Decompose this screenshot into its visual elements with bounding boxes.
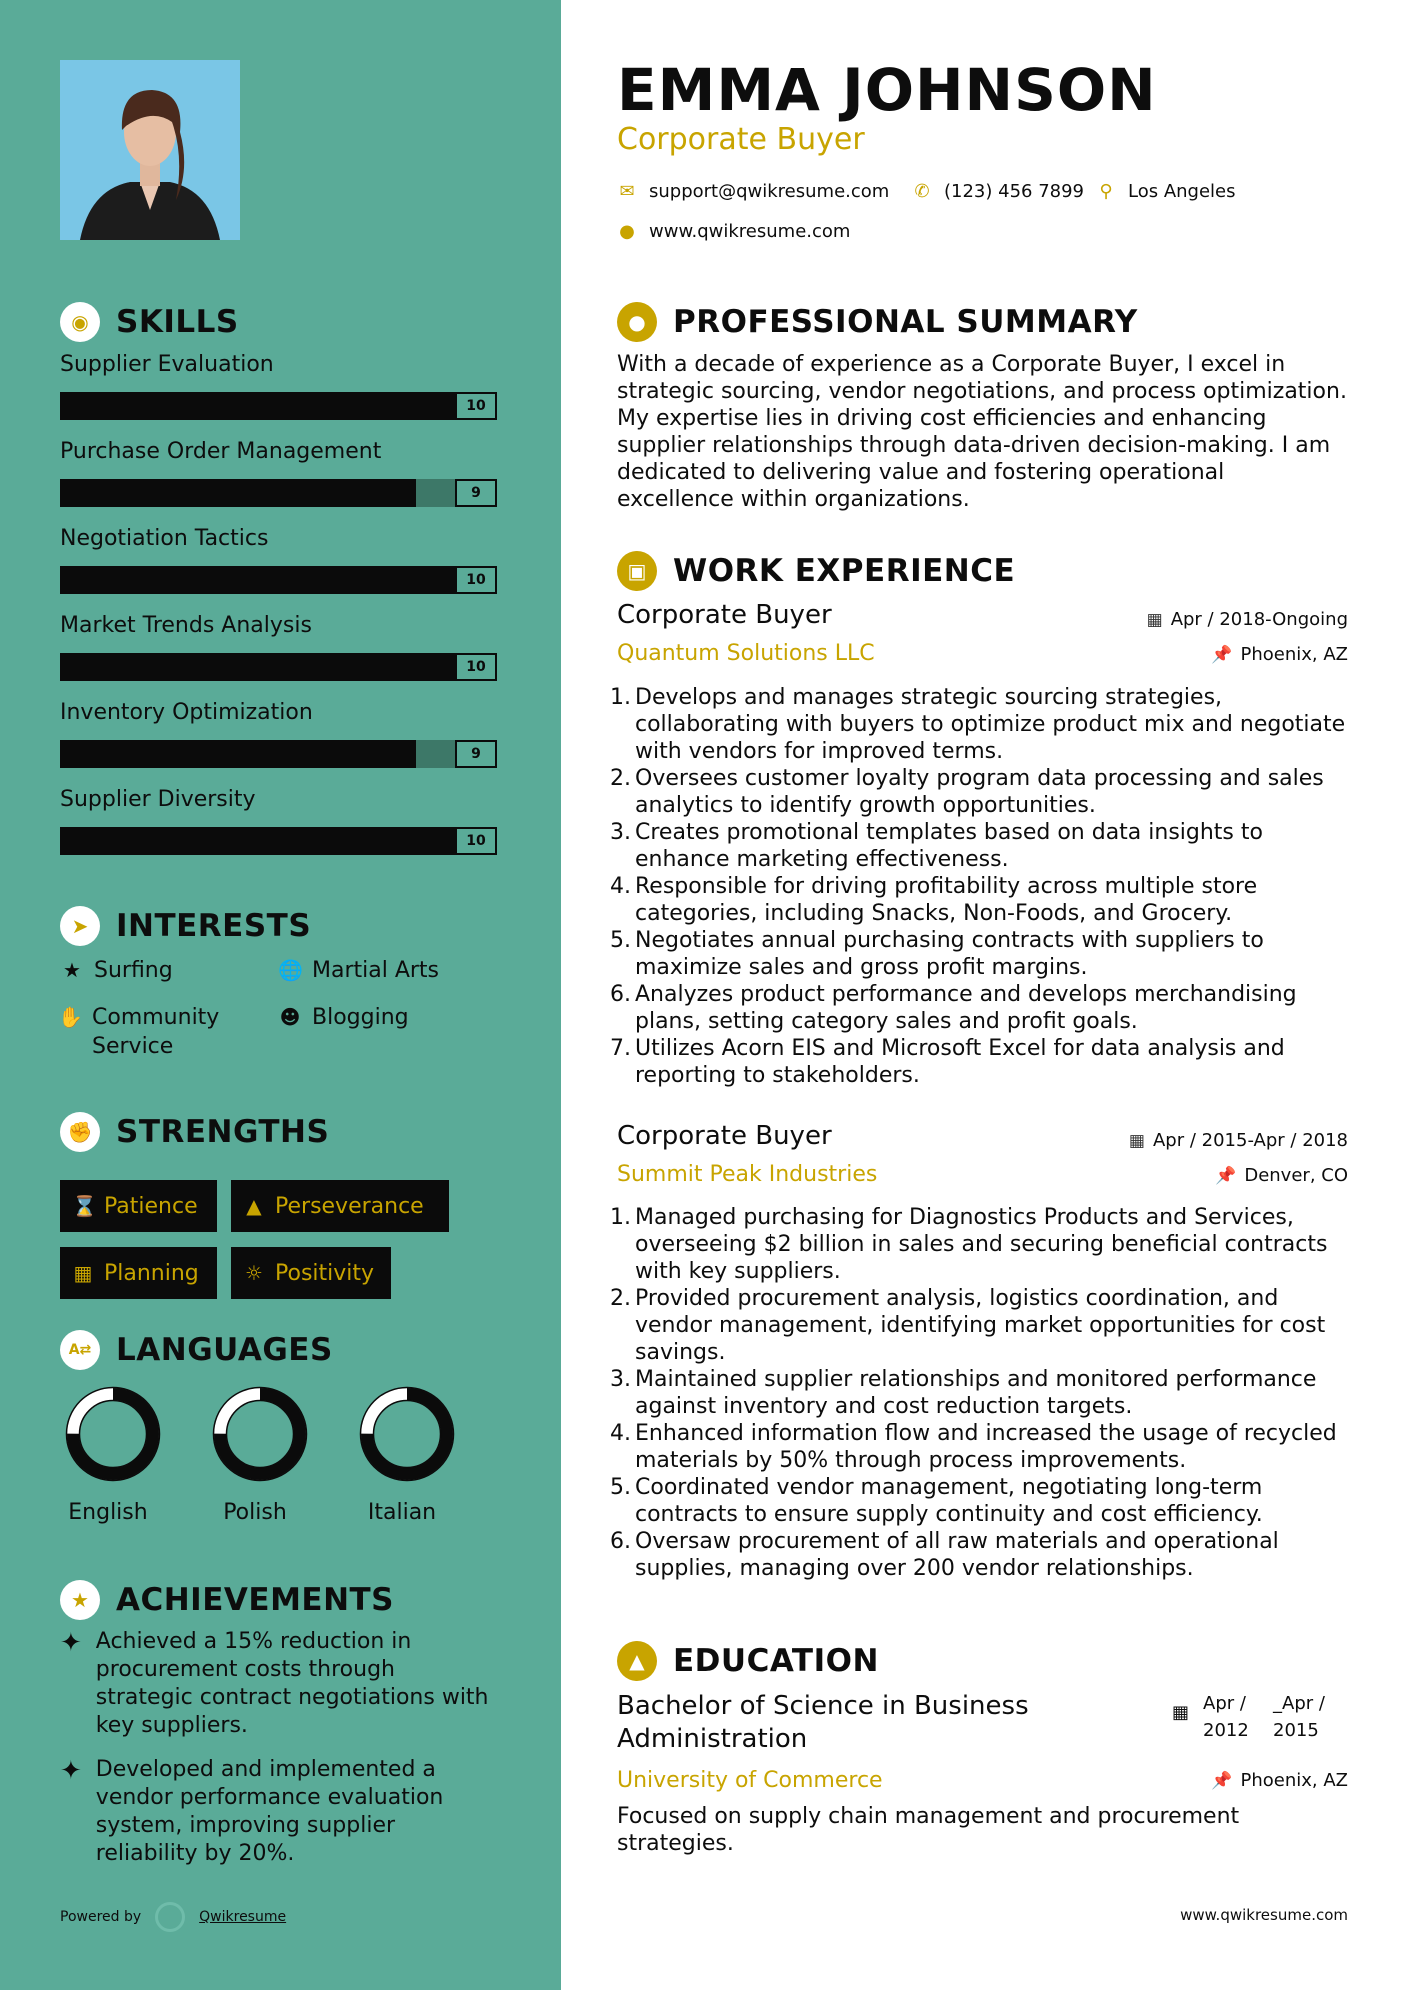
- job-bullet: [607, 873, 1347, 927]
- interests-title: INTERESTS: [116, 908, 312, 944]
- skill-score: 10: [455, 392, 497, 420]
- job-bullet: [607, 1366, 1347, 1420]
- envelope-icon: ✉: [619, 181, 635, 202]
- bullet-number: 6.: [610, 982, 631, 1007]
- job-bullet: [607, 1528, 1347, 1582]
- skill-name: Market Trends Analysis: [60, 613, 312, 638]
- website-text: www.qwikresume.com: [649, 221, 851, 242]
- education-school: University of Commerce: [617, 1768, 883, 1793]
- bullet-number: 7.: [610, 1036, 631, 1061]
- bullet-text: Maintained supplier relationships and monitored performance against inventory and cost reduction targets.: [635, 1367, 1317, 1419]
- bullet-number: 5.: [610, 1475, 631, 1500]
- job-dates-text: Apr / 2015-Apr / 2018: [1152, 1130, 1348, 1151]
- skill-name: Negotiation Tactics: [60, 526, 269, 551]
- language-name: Polish: [223, 1500, 287, 1525]
- interest-item: [58, 1003, 258, 1061]
- bullet-number: 2.: [610, 1286, 631, 1311]
- education-degree: Bachelor of Science in Business Administration: [617, 1691, 1029, 1754]
- job-bullets: [607, 1204, 1347, 1582]
- bullet-text: Enhanced information flow and increased the usage of recycled materials by 50% through process improvements.: [635, 1421, 1337, 1473]
- strengths-heading: [60, 1112, 329, 1152]
- job-bullet: [607, 927, 1347, 981]
- job-bullet: [607, 1035, 1347, 1089]
- powered-label: Powered by: [60, 1909, 142, 1925]
- job-dates-text: Apr / 2018-Ongoing: [1170, 609, 1348, 630]
- skill-score: 10: [455, 653, 497, 681]
- skill-bar: [60, 653, 497, 681]
- bullet-text: Provided procurement analysis, logistics coordination, and vendor management, identifying market opportunities for cost savings.: [635, 1286, 1326, 1365]
- summary-text: With a decade of experience as a Corporate Buyer, I excel in strategic sourcing, vendor negotiations, and process optimization. My expertise lies in driving cost efficiencies and enhancing supplier relationships through data-driven decision-making. I am dedicated to delivering value and fostering operational excellence within organizations.: [617, 352, 1347, 512]
- language-name: English: [68, 1500, 148, 1525]
- skill-score: 10: [455, 827, 497, 855]
- sun-icon: ☼: [245, 1261, 263, 1285]
- language-ring: [352, 1384, 462, 1488]
- users-icon: ☻: [279, 1005, 301, 1029]
- bullet-text: Responsible for driving profitability across multiple store categories, including Snacks, Non-Foods, and Grocery.: [635, 874, 1258, 926]
- job-dates: [1129, 1130, 1348, 1151]
- contact-location: [1096, 181, 1236, 202]
- skill-name: Supplier Evaluation: [60, 352, 274, 377]
- sidebar: [0, 0, 561, 1990]
- education-description: Focused on supply chain management and procurement strategies.: [617, 1804, 1240, 1856]
- achievements-heading: [60, 1580, 394, 1620]
- job-role: Corporate Buyer: [617, 1121, 832, 1151]
- strength-label: Perseverance: [275, 1193, 424, 1219]
- map-pin-icon: ⚲: [1099, 181, 1113, 202]
- education-start: Apr / 2012: [1203, 1693, 1249, 1741]
- skill-score: 9: [455, 479, 497, 507]
- star-icon: ✦: [60, 1628, 82, 1658]
- strength-badge: [231, 1247, 391, 1299]
- job-location: [1215, 1165, 1348, 1186]
- person-portrait-icon: [60, 60, 240, 240]
- language-ring: [205, 1384, 315, 1488]
- languages-title: LANGUAGES: [116, 1332, 333, 1368]
- bullet-number: 3.: [610, 1367, 631, 1392]
- interest-item: [278, 1003, 409, 1032]
- summary-heading: [617, 302, 1138, 342]
- fist-icon: ✊: [60, 1112, 100, 1152]
- contact-phone[interactable]: [912, 181, 1084, 202]
- job-bullet: [607, 981, 1347, 1035]
- job-role: Corporate Buyer: [617, 600, 832, 630]
- bullet-text: Develops and manages strategic sourcing strategies, collaborating with buyers to optimize product mix and negotiate with vendors for improved terms.: [635, 685, 1346, 764]
- pin-icon: 📌: [1215, 1165, 1237, 1186]
- road-icon: ▲: [246, 1194, 262, 1218]
- job-bullet: [607, 1420, 1347, 1474]
- bullet-text: Negotiates annual purchasing contracts with suppliers to maximize sales and gross profit margins.: [635, 928, 1264, 980]
- bullet-number: 5.: [610, 928, 631, 953]
- skill-bar: [60, 827, 497, 855]
- education-heading: [617, 1641, 879, 1681]
- candidate-title: Corporate Buyer: [617, 122, 865, 157]
- bullet-number: 4.: [610, 1421, 631, 1446]
- bullet-text: Oversaw procurement of all raw materials and operational supplies, managing over 200 vendor relationships.: [635, 1529, 1279, 1581]
- star-icon: ✦: [60, 1756, 82, 1786]
- globe-icon: ●: [619, 221, 635, 242]
- interest-label: Blogging: [312, 1005, 409, 1030]
- education-end: _Apr / 2015: [1273, 1693, 1325, 1741]
- interest-label: Martial Arts: [312, 958, 440, 983]
- graduate-icon: ▲: [617, 1641, 657, 1681]
- language-ring: [58, 1384, 168, 1488]
- skill-name: Inventory Optimization: [60, 700, 313, 725]
- calendar-icon: ▦: [1128, 1130, 1145, 1151]
- star-icon: ★: [63, 958, 81, 982]
- email-text: support@qwikresume.com: [649, 181, 890, 202]
- job-bullet: [607, 819, 1347, 873]
- strengths-title: STRENGTHS: [116, 1114, 330, 1150]
- bullet-number: 2.: [610, 766, 631, 791]
- interest-item: [60, 956, 173, 985]
- languages-heading: [60, 1330, 333, 1370]
- contact-email[interactable]: [617, 181, 889, 202]
- skill-bar: [60, 479, 497, 507]
- skills-title: SKILLS: [116, 304, 239, 340]
- calendar-icon: ▦: [1146, 609, 1163, 630]
- strength-badge: [60, 1180, 217, 1232]
- interest-item: [278, 956, 439, 985]
- bullet-number: 3.: [610, 820, 631, 845]
- achievement-item: [60, 1756, 490, 1868]
- interest-label: Surfing: [94, 958, 173, 983]
- experience-title: WORK EXPERIENCE: [673, 553, 1016, 589]
- hand-icon: ✋: [58, 1005, 83, 1029]
- job-bullet: [607, 1474, 1347, 1528]
- interest-label: Community Service: [92, 1005, 220, 1059]
- bullet-number: 1.: [610, 1205, 631, 1230]
- job-bullet: [607, 1204, 1347, 1285]
- phone-text: (123) 456 7899: [944, 181, 1085, 202]
- candidate-name: EMMA JOHNSON: [617, 56, 1157, 124]
- bullet-text: Oversees customer loyalty program data processing and sales analytics to identify growth opportunities.: [635, 766, 1324, 818]
- skill-name: Purchase Order Management: [60, 439, 382, 464]
- contact-website[interactable]: [617, 221, 850, 242]
- powered-brand-link[interactable]: Qwikresume: [199, 1909, 287, 1925]
- phone-icon: ✆: [914, 181, 930, 202]
- bullet-number: 1.: [610, 685, 631, 710]
- skill-name: Supplier Diversity: [60, 787, 256, 812]
- calendar-icon: ▦: [1172, 1702, 1190, 1723]
- bullet-text: Analyzes product performance and develops merchandising plans, setting category sales and profit goals.: [635, 982, 1297, 1034]
- strength-badge: [60, 1247, 217, 1299]
- skill-bar: [60, 740, 497, 768]
- bullet-number: 4.: [610, 874, 631, 899]
- pin-icon: 📌: [1211, 644, 1233, 665]
- job-dates: [1147, 609, 1348, 630]
- trophy-star-icon: ★: [60, 1580, 100, 1620]
- strength-label: Patience: [104, 1193, 198, 1219]
- achievement-text: Achieved a 15% reduction in procurement costs through strategic contract negotiations with key suppliers.: [95, 1629, 489, 1738]
- job-bullets: [607, 684, 1347, 1089]
- paper-plane-icon: ➤: [60, 906, 100, 946]
- achievement-item: [60, 1628, 490, 1740]
- bullet-text: Utilizes Acorn EIS and Microsoft Excel for data analysis and reporting to stakeholders.: [635, 1036, 1285, 1088]
- interests-heading: [60, 906, 311, 946]
- bullet-text: Creates promotional templates based on data insights to enhance marketing effectiveness.: [635, 820, 1263, 872]
- hourglass-icon: ⌛: [72, 1194, 97, 1218]
- experience-heading: [617, 551, 1015, 591]
- job-location-text: Phoenix, AZ: [1240, 644, 1348, 665]
- bullet-number: 6.: [610, 1529, 631, 1554]
- job-company: Summit Peak Industries: [617, 1162, 878, 1187]
- translate-icon: A⇄: [60, 1330, 100, 1370]
- footer-url[interactable]: www.qwikresume.com: [1180, 1906, 1348, 1924]
- language-name: Italian: [367, 1500, 437, 1525]
- pin-icon: 📌: [1211, 1770, 1233, 1791]
- skill-bar: [60, 566, 497, 594]
- strength-label: Positivity: [275, 1260, 375, 1286]
- powered-by: [60, 1902, 286, 1932]
- lightbulb-icon: ◉: [60, 302, 100, 342]
- job-location-text: Denver, CO: [1244, 1165, 1348, 1186]
- skill-score: 10: [455, 566, 497, 594]
- skill-bar: [60, 392, 497, 420]
- job-location: [1211, 644, 1348, 665]
- summary-title: PROFESSIONAL SUMMARY: [673, 304, 1138, 340]
- strength-badge: [231, 1180, 449, 1232]
- skills-heading: [60, 302, 239, 342]
- job-bullet: [607, 1285, 1347, 1366]
- globe-icon: 🌐: [278, 958, 303, 982]
- user-icon: ●: [617, 302, 657, 342]
- achievement-text: Developed and implemented a vendor performance evaluation system, improving supplier reliability by 20%.: [95, 1757, 444, 1866]
- bullet-text: Managed purchasing for Diagnostics Products and Services, overseeing $2 billion in sales and securing beneficial contracts with key suppliers.: [635, 1205, 1328, 1284]
- education-dates: [1172, 1690, 1329, 1744]
- job-bullet: [607, 684, 1347, 765]
- job-bullet: [607, 765, 1347, 819]
- strength-label: Planning: [104, 1260, 199, 1286]
- achievements-title: ACHIEVEMENTS: [116, 1582, 395, 1618]
- education-title: EDUCATION: [673, 1643, 879, 1679]
- skill-score: 9: [455, 740, 497, 768]
- bullet-text: Coordinated vendor management, negotiating long-term contracts to ensure supply continuity and cost efficiency.: [635, 1475, 1263, 1527]
- education-location-text: Phoenix, AZ: [1240, 1770, 1348, 1791]
- job-company: Quantum Solutions LLC: [617, 641, 875, 666]
- education-location: [1211, 1770, 1348, 1791]
- calendar-icon: ▦: [73, 1261, 93, 1285]
- office-chair-icon: ▣: [617, 551, 657, 591]
- location-text: Los Angeles: [1128, 181, 1236, 202]
- qwikresume-logo-icon: [155, 1902, 185, 1932]
- profile-photo: [60, 60, 240, 240]
